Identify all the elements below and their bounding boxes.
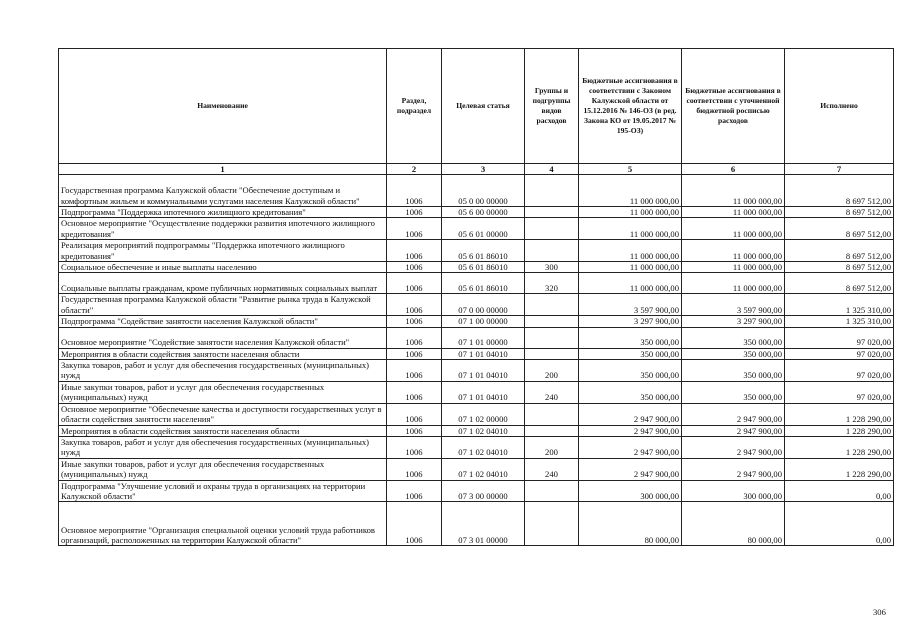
- header-groups: Группы и подгруппы видов расходов: [525, 49, 579, 164]
- row-target-article: 07 1 00 00000: [442, 316, 525, 327]
- row-executed: 97 020,00: [785, 348, 894, 359]
- row-target-article: 05 6 01 86010: [442, 262, 525, 273]
- column-number: 1: [59, 164, 387, 175]
- row-target-article: 05 6 01 86010: [442, 240, 525, 262]
- row-expense-group: [525, 425, 579, 436]
- row-revised-allocation: 11 000 000,00: [682, 218, 785, 240]
- page-number: 306: [873, 607, 886, 617]
- row-target-article: 07 3 01 00000: [442, 502, 525, 546]
- row-expense-group: 320: [525, 273, 579, 294]
- row-target-article: 07 0 00 00000: [442, 294, 525, 316]
- row-section: 1006: [387, 262, 442, 273]
- row-section: 1006: [387, 207, 442, 218]
- row-section: 1006: [387, 480, 442, 502]
- header-executed: Исполнено: [785, 49, 894, 164]
- row-law-allocation: 2 947 900,00: [579, 403, 682, 425]
- table-row: [59, 381, 894, 403]
- row-revised-allocation: 80 000,00: [682, 502, 785, 546]
- row-expense-group: 240: [525, 458, 579, 480]
- header-section: Раздел, подраздел: [387, 49, 442, 164]
- row-revised-allocation: 3 597 900,00: [682, 294, 785, 316]
- row-target-article: 07 1 01 04010: [442, 348, 525, 359]
- table-row: [59, 425, 894, 436]
- table-row: [59, 240, 894, 262]
- row-target-article: 07 1 02 04010: [442, 436, 525, 458]
- row-revised-allocation: 2 947 900,00: [682, 425, 785, 436]
- table-row: [59, 480, 894, 502]
- row-law-allocation: 350 000,00: [579, 381, 682, 403]
- table-row: [59, 360, 894, 382]
- table-row: [59, 348, 894, 359]
- row-executed: 8 697 512,00: [785, 273, 894, 294]
- row-expense-group: 240: [525, 381, 579, 403]
- row-target-article: 07 1 01 04010: [442, 360, 525, 382]
- row-name: Основное мероприятие "Организация специальной оценки условий труда работников организаций, расположенных на территории Калужской области": [59, 502, 387, 546]
- column-number: 5: [579, 164, 682, 175]
- row-name: Мероприятия в области содействия занятости населения области: [59, 348, 387, 359]
- column-number: 4: [525, 164, 579, 175]
- row-law-allocation: 11 000 000,00: [579, 262, 682, 273]
- row-name: Основное мероприятие "Содействие занятости населения Калужской области": [59, 327, 387, 348]
- table-row: [59, 327, 894, 348]
- row-law-allocation: 2 947 900,00: [579, 436, 682, 458]
- row-revised-allocation: 2 947 900,00: [682, 458, 785, 480]
- row-expense-group: [525, 480, 579, 502]
- row-name: Государственная программа Калужской области "Развитие рынка труда в Калужской области": [59, 294, 387, 316]
- row-expense-group: [525, 327, 579, 348]
- row-expense-group: [525, 348, 579, 359]
- row-name: Социальное обеспечение и иные выплаты населению: [59, 262, 387, 273]
- row-law-allocation: 350 000,00: [579, 348, 682, 359]
- row-executed: 8 697 512,00: [785, 175, 894, 207]
- row-law-allocation: 350 000,00: [579, 327, 682, 348]
- table-row: [59, 273, 894, 294]
- table-row: [59, 218, 894, 240]
- row-expense-group: [525, 218, 579, 240]
- header-law-allocations: Бюджетные ассигнования в соответствии с Законом Калужской области от 15.12.2016 № 146-ОЗ (в ред. Закона КО от 19.05.2017 № 195-ОЗ): [579, 49, 682, 164]
- header-revised-allocations: Бюджетные ассигнования в соответствии с уточненной бюджетной росписью расходов: [682, 49, 785, 164]
- row-law-allocation: 11 000 000,00: [579, 207, 682, 218]
- row-revised-allocation: 11 000 000,00: [682, 262, 785, 273]
- row-expense-group: [525, 294, 579, 316]
- row-executed: 8 697 512,00: [785, 218, 894, 240]
- table-row: [59, 262, 894, 273]
- row-law-allocation: 3 297 900,00: [579, 316, 682, 327]
- row-target-article: 05 6 01 86010: [442, 273, 525, 294]
- row-section: 1006: [387, 425, 442, 436]
- row-target-article: 07 1 01 00000: [442, 327, 525, 348]
- row-name: Закупка товаров, работ и услуг для обеспечения государственных (муниципальных) нужд: [59, 436, 387, 458]
- row-executed: 1 228 290,00: [785, 436, 894, 458]
- row-executed: 1 325 310,00: [785, 294, 894, 316]
- row-target-article: 07 1 02 04010: [442, 458, 525, 480]
- row-executed: 0,00: [785, 480, 894, 502]
- row-section: 1006: [387, 316, 442, 327]
- table-row: [59, 403, 894, 425]
- table-row: [59, 294, 894, 316]
- column-number: 7: [785, 164, 894, 175]
- table-body: [59, 164, 894, 546]
- row-revised-allocation: 350 000,00: [682, 360, 785, 382]
- row-revised-allocation: 2 947 900,00: [682, 403, 785, 425]
- column-number: 3: [442, 164, 525, 175]
- row-target-article: 07 1 02 04010: [442, 425, 525, 436]
- row-target-article: 07 1 02 00000: [442, 403, 525, 425]
- row-section: 1006: [387, 348, 442, 359]
- header-target: Целевая статья: [442, 49, 525, 164]
- row-executed: 0,00: [785, 502, 894, 546]
- row-executed: 1 325 310,00: [785, 316, 894, 327]
- row-revised-allocation: 350 000,00: [682, 327, 785, 348]
- row-target-article: 05 6 00 00000: [442, 207, 525, 218]
- row-section: 1006: [387, 218, 442, 240]
- header-name: Наименование: [59, 49, 387, 164]
- row-target-article: 07 1 01 04010: [442, 381, 525, 403]
- row-name: Подпрограмма "Поддержка ипотечного жилищного кредитования": [59, 207, 387, 218]
- row-section: 1006: [387, 240, 442, 262]
- row-executed: 8 697 512,00: [785, 262, 894, 273]
- row-executed: 97 020,00: [785, 327, 894, 348]
- row-expense-group: 200: [525, 436, 579, 458]
- row-name: Закупка товаров, работ и услуг для обеспечения государственных (муниципальных) нужд: [59, 360, 387, 382]
- table-row: [59, 207, 894, 218]
- row-section: 1006: [387, 436, 442, 458]
- row-target-article: 05 0 00 00000: [442, 175, 525, 207]
- row-expense-group: 200: [525, 360, 579, 382]
- row-revised-allocation: 11 000 000,00: [682, 240, 785, 262]
- table-row: [59, 502, 894, 546]
- column-number: 2: [387, 164, 442, 175]
- row-section: 1006: [387, 294, 442, 316]
- row-section: 1006: [387, 381, 442, 403]
- row-revised-allocation: 11 000 000,00: [682, 273, 785, 294]
- row-executed: 97 020,00: [785, 360, 894, 382]
- row-name: Мероприятия в области содействия занятости населения области: [59, 425, 387, 436]
- row-expense-group: [525, 403, 579, 425]
- row-executed: 1 228 290,00: [785, 458, 894, 480]
- column-number-row: [59, 164, 894, 175]
- table-row: [59, 316, 894, 327]
- row-expense-group: 300: [525, 262, 579, 273]
- row-section: 1006: [387, 502, 442, 546]
- table-row: [59, 436, 894, 458]
- row-law-allocation: 11 000 000,00: [579, 175, 682, 207]
- row-revised-allocation: 11 000 000,00: [682, 207, 785, 218]
- row-name: Подпрограмма "Улучшение условий и охраны труда в организациях на территории Калужской области": [59, 480, 387, 502]
- row-law-allocation: 11 000 000,00: [579, 273, 682, 294]
- row-section: 1006: [387, 273, 442, 294]
- row-name: Иные закупки товаров, работ и услуг для обеспечения государственных (муниципальных) нужд: [59, 458, 387, 480]
- row-law-allocation: 300 000,00: [579, 480, 682, 502]
- table-row: [59, 175, 894, 207]
- row-expense-group: [525, 502, 579, 546]
- row-executed: 8 697 512,00: [785, 240, 894, 262]
- table-row: [59, 458, 894, 480]
- row-name: Основное мероприятие "Осуществление поддержки развития ипотечного жилищного кредитования": [59, 218, 387, 240]
- row-expense-group: [525, 207, 579, 218]
- row-name: Реализация мероприятий подпрограммы "Поддержка ипотечного жилищного кредитования": [59, 240, 387, 262]
- row-revised-allocation: 300 000,00: [682, 480, 785, 502]
- row-law-allocation: 350 000,00: [579, 360, 682, 382]
- row-law-allocation: 2 947 900,00: [579, 458, 682, 480]
- row-name: Социальные выплаты гражданам, кроме публичных нормативных социальных выплат: [59, 273, 387, 294]
- row-name: Основное мероприятие "Обеспечение качества и доступности государственных услуг в области содействия занятости населения": [59, 403, 387, 425]
- row-law-allocation: 11 000 000,00: [579, 218, 682, 240]
- row-revised-allocation: 3 297 900,00: [682, 316, 785, 327]
- header-row: [59, 49, 894, 164]
- row-executed: 8 697 512,00: [785, 207, 894, 218]
- row-revised-allocation: 350 000,00: [682, 381, 785, 403]
- row-expense-group: [525, 175, 579, 207]
- row-section: 1006: [387, 175, 442, 207]
- column-number: 6: [682, 164, 785, 175]
- row-name: Иные закупки товаров, работ и услуг для обеспечения государственных (муниципальных) нужд: [59, 381, 387, 403]
- budget-table: [58, 48, 894, 546]
- row-target-article: 07 3 00 00000: [442, 480, 525, 502]
- row-executed: 97 020,00: [785, 381, 894, 403]
- row-section: 1006: [387, 360, 442, 382]
- row-executed: 1 228 290,00: [785, 425, 894, 436]
- row-law-allocation: 80 000,00: [579, 502, 682, 546]
- row-section: 1006: [387, 403, 442, 425]
- row-revised-allocation: 350 000,00: [682, 348, 785, 359]
- row-law-allocation: 3 597 900,00: [579, 294, 682, 316]
- row-revised-allocation: 11 000 000,00: [682, 175, 785, 207]
- row-section: 1006: [387, 458, 442, 480]
- row-executed: 1 228 290,00: [785, 403, 894, 425]
- row-expense-group: [525, 240, 579, 262]
- row-law-allocation: 11 000 000,00: [579, 240, 682, 262]
- row-name: Подпрограмма "Содействие занятости населения Калужской области": [59, 316, 387, 327]
- row-expense-group: [525, 316, 579, 327]
- row-law-allocation: 2 947 900,00: [579, 425, 682, 436]
- row-revised-allocation: 2 947 900,00: [682, 436, 785, 458]
- row-section: 1006: [387, 327, 442, 348]
- row-target-article: 05 6 01 00000: [442, 218, 525, 240]
- row-name: Государственная программа Калужской области "Обеспечение доступным и комфортным жильем и коммунальными услугами населения Калужской области": [59, 175, 387, 207]
